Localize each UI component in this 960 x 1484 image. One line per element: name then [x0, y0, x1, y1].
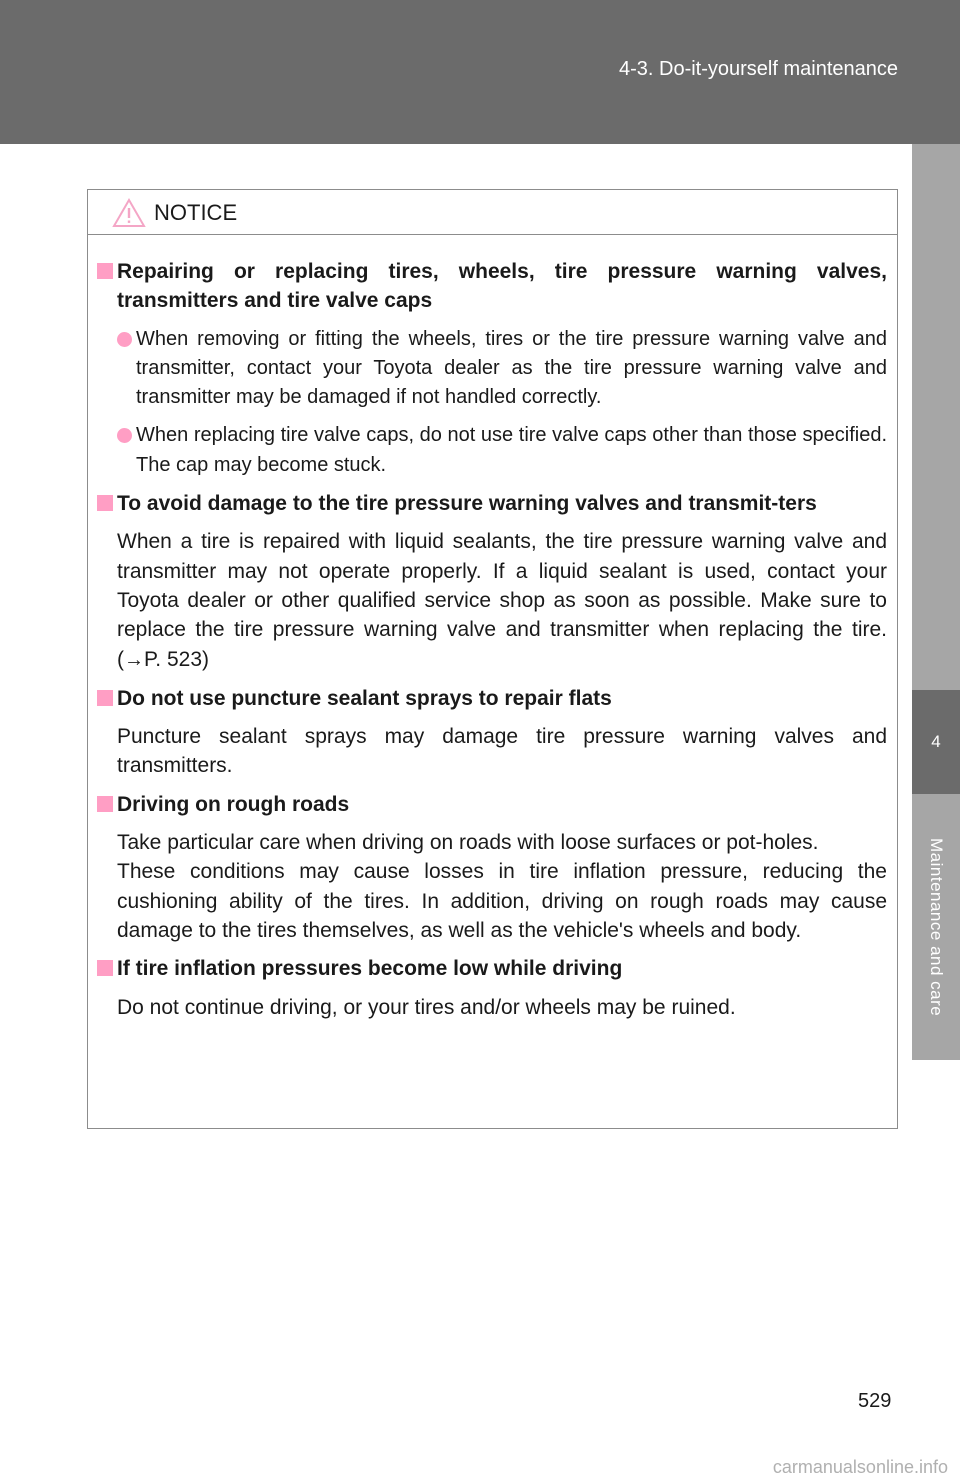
- section-heading: Repairing or replacing tires, wheels, tire pressure warning valves, transmitters and tire valve caps: [88, 257, 887, 316]
- section-paragraph: When a tire is repaired with liquid sealants, the tire pressure warning valve and transmitter may not operate properly. If a liquid sealant is used, contact your Toyota dealer or other qualified service shop as soon as possible. Make sure to replace the tire pressure warning valve and transmitter when replacing the tire. (→P. 523): [117, 530, 887, 671]
- watermark-text: carmanualsonline.info: [772, 1457, 948, 1477]
- section-paragraph: Do not continue driving, or your tires and/or wheels may be ruined.: [117, 995, 736, 1019]
- page-number: 529: [858, 1390, 892, 1412]
- side-tab-lower: [912, 794, 960, 1060]
- bullet-item: When removing or fitting the wheels, tires or the tire pressure warning valve and transmitter, contact your Toyota dealer as the tire pressure warning valve and transmitter may be damaged if not handled correctly.: [88, 325, 887, 413]
- square-bullet-icon: [97, 495, 113, 511]
- notice-section-low-pressure: [88, 954, 887, 1022]
- notice-section-rough-roads: [88, 790, 887, 945]
- chapter-title: Maintenance and care: [927, 837, 946, 1017]
- notice-section-sealant: [88, 684, 887, 781]
- side-tab-upper: [912, 144, 960, 690]
- notice-body: [88, 235, 897, 1022]
- notice-section-avoid-damage: [88, 489, 887, 675]
- notice-section-repairing: [88, 257, 887, 480]
- square-bullet-icon: [97, 690, 113, 706]
- section-heading: Driving on rough roads: [88, 790, 887, 819]
- square-bullet-icon: [97, 960, 113, 976]
- section-title: 4-3. Do-it-yourself maintenance: [618, 58, 898, 80]
- section-heading: If tire inflation pressures become low while driving: [88, 954, 887, 983]
- bullet-item: When replacing tire valve caps, do not use tire valve caps other than those specified. The cap may become stuck.: [88, 421, 887, 480]
- square-bullet-icon: [97, 263, 113, 279]
- warning-triangle-icon: [112, 198, 146, 228]
- section-heading: To avoid damage to the tire pressure warning valves and transmit-ters: [88, 489, 887, 518]
- circle-bullet-icon: [117, 332, 132, 347]
- notice-header: [88, 190, 897, 235]
- chapter-title-wrap: [912, 794, 960, 1060]
- notice-box: [87, 189, 898, 1129]
- section-paragraph: Puncture sealant sprays may damage tire pressure warning valves and transmitters.: [117, 725, 887, 778]
- section-heading: Do not use puncture sealant sprays to repair flats: [88, 684, 887, 713]
- square-bullet-icon: [97, 796, 113, 812]
- header-band: [0, 0, 960, 144]
- circle-bullet-icon: [117, 428, 132, 443]
- page-reference-link[interactable]: P. 523: [144, 647, 203, 671]
- reference-arrow-icon: →: [124, 648, 144, 671]
- section-paragraph: Take particular care when driving on roads with loose surfaces or pot-holes. These conditions may cause losses in tire inflation pressure, reducing the cushioning ability of the tires. In addition, driving on rough roads may cause damage to the tires themselves, as well as the vehicle's wheels and body.: [117, 831, 887, 942]
- notice-label: NOTICE: [154, 200, 238, 225]
- chapter-number-tab: 4: [912, 690, 960, 794]
